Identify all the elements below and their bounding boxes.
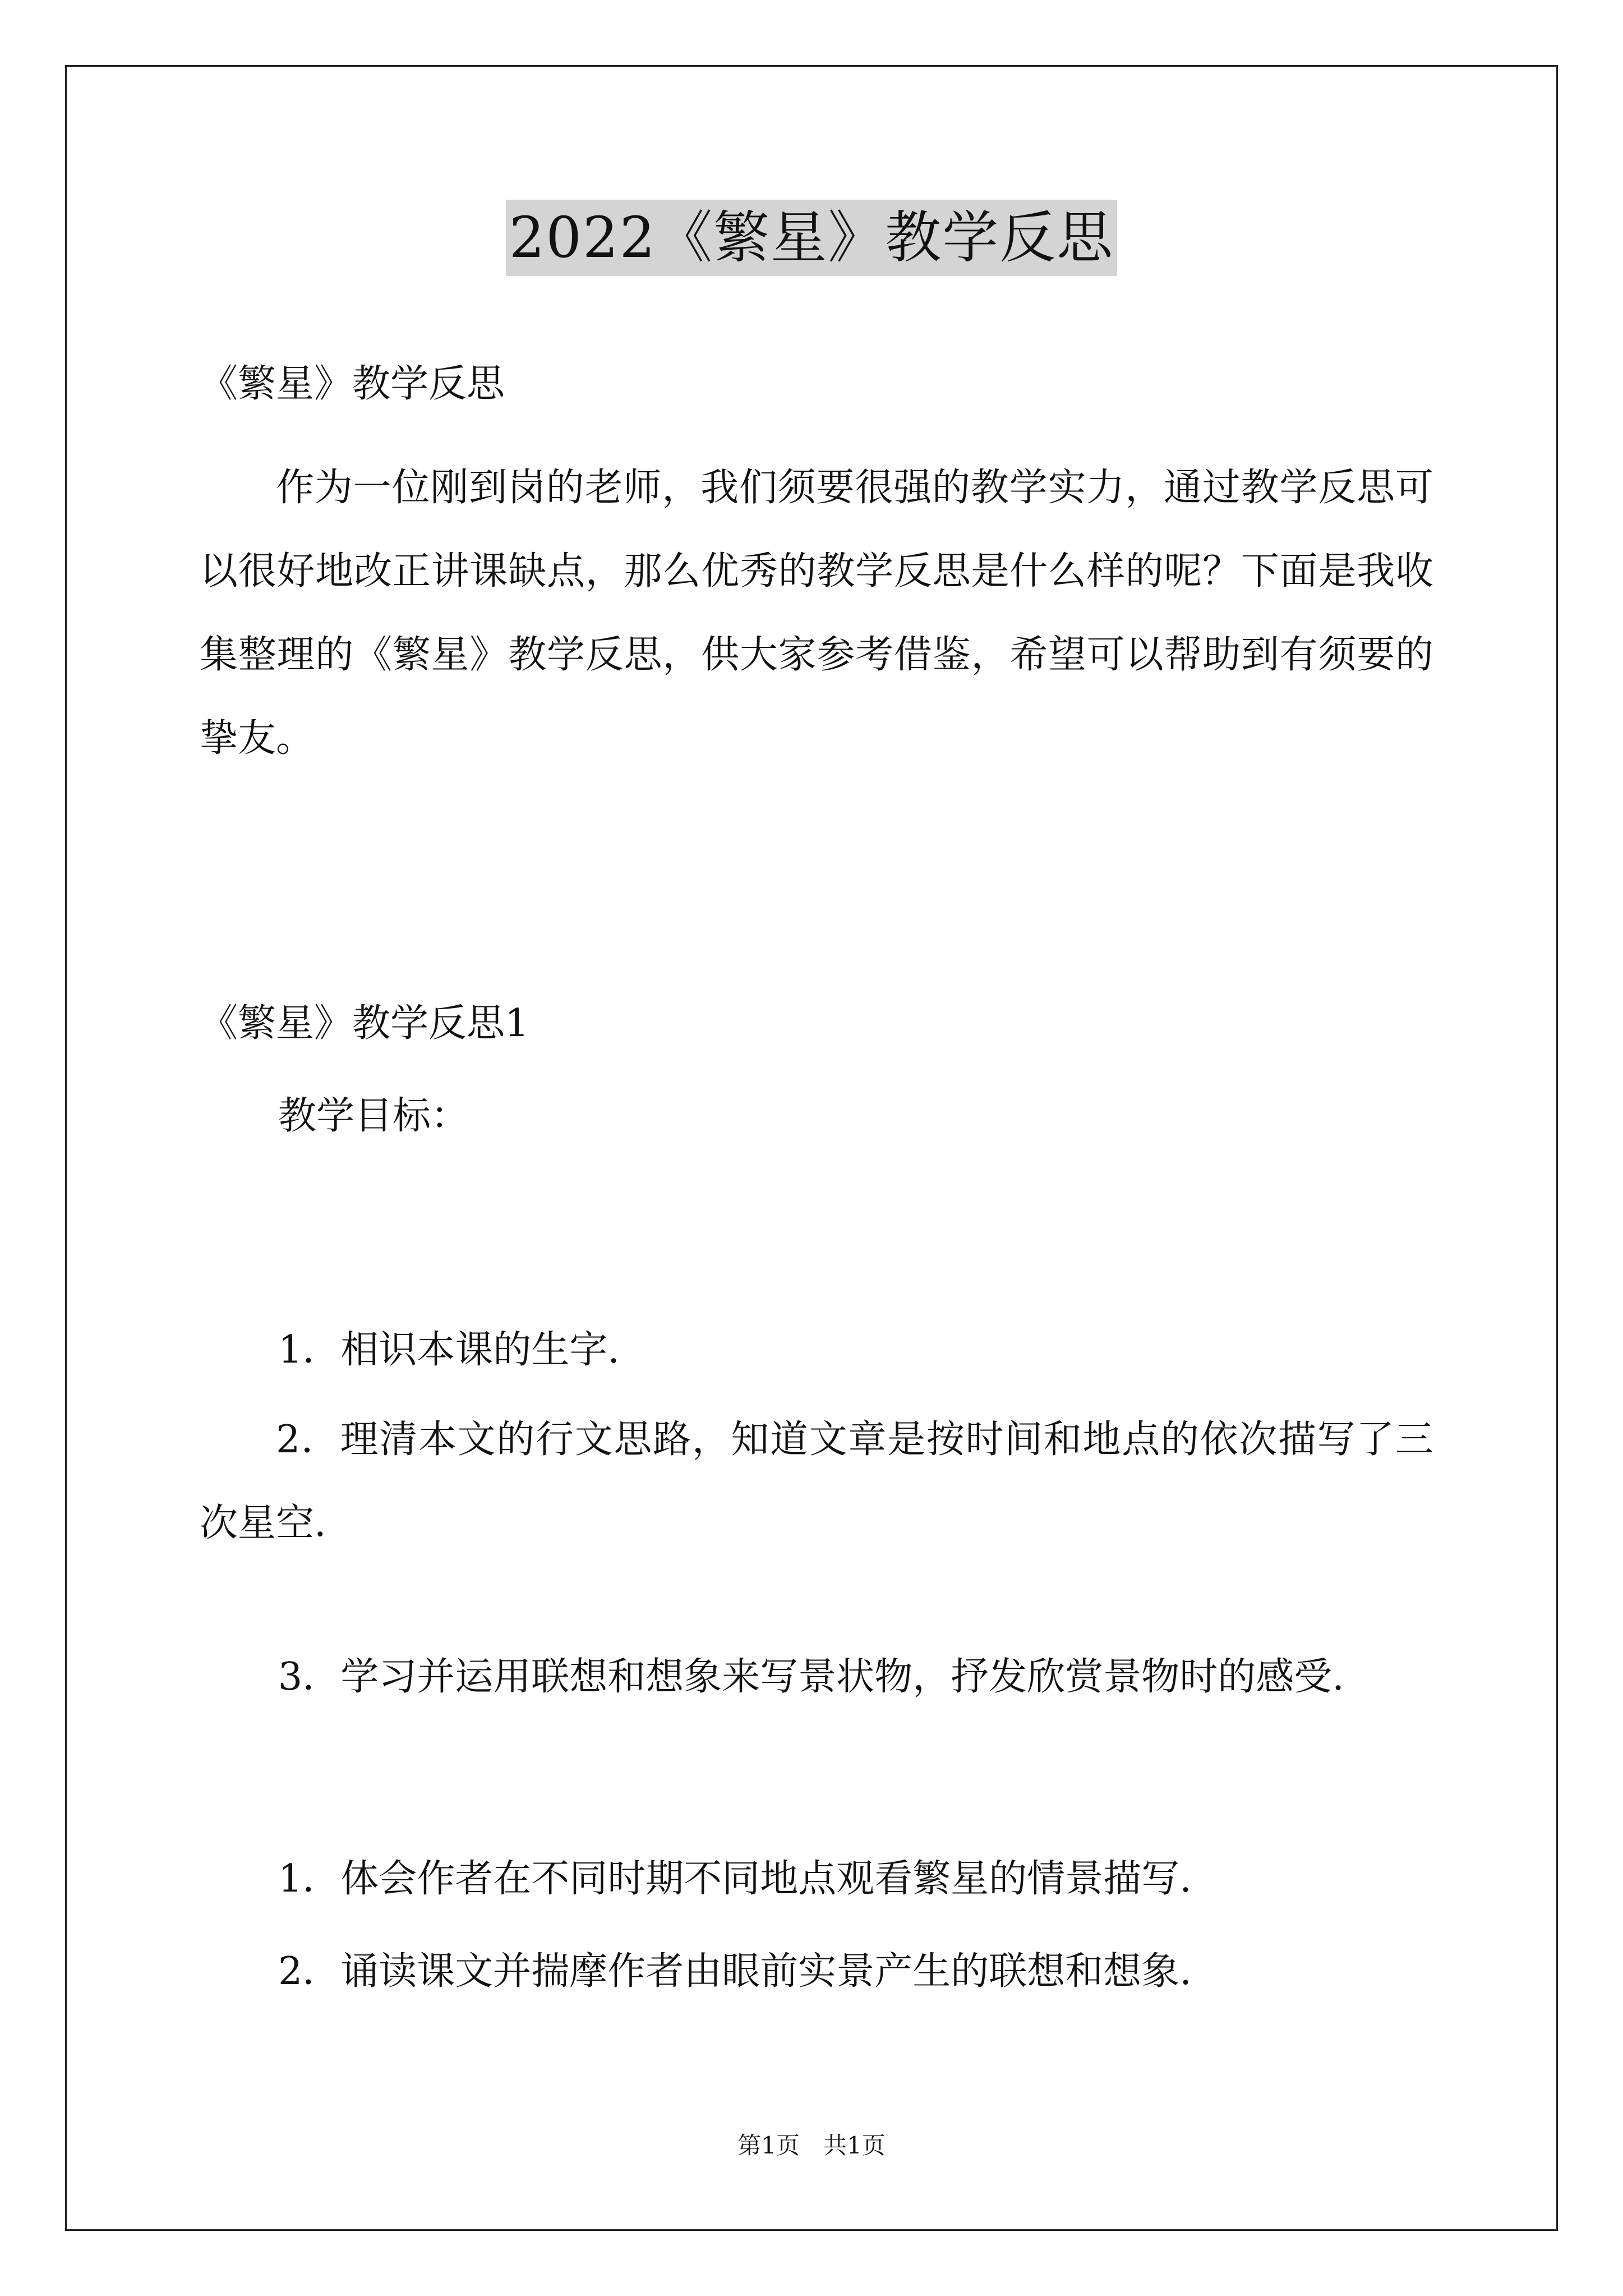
section-heading: 《繁星》教学反思1 [200,1001,529,1046]
goals-label: 教学目标： [278,1094,469,1138]
point-item-1: 1．体会作者在不同时期不同地点观看繁星的情景描写. [278,1857,1192,1901]
intro-paragraph: 作为一位刚到岗的老师，我们须要很强的教学实力，通过教学反思可以很好地改正讲课缺点，那么优秀的教学反思是什么样的呢？下面是我收集整理的《繁星》教学反思，供大家参考借鉴，希望可以帮助到有须要的挚友。 [200,466,1433,761]
goal-item-3: 3．学习并运用联想和想象来写景状物，抒发欣赏景物时的感受. [278,1655,1344,1699]
document-title: 2022《繁星》教学反思 [506,200,1118,276]
point-item-2: 2．诵读课文并揣摩作者由眼前实景产生的联想和想象. [278,1949,1192,1994]
subtitle: 《繁星》教学反思 [200,362,505,406]
title-block [0,200,1623,276]
page-footer: 第1页 共1页 [737,2132,886,2159]
goal-item-1: 1．相识本课的生字. [278,1328,620,1372]
goal-item-2: 2．理清本文的行文思路，知道文章是按时间和地点的依次描写了三次星空. [200,1418,1433,1545]
